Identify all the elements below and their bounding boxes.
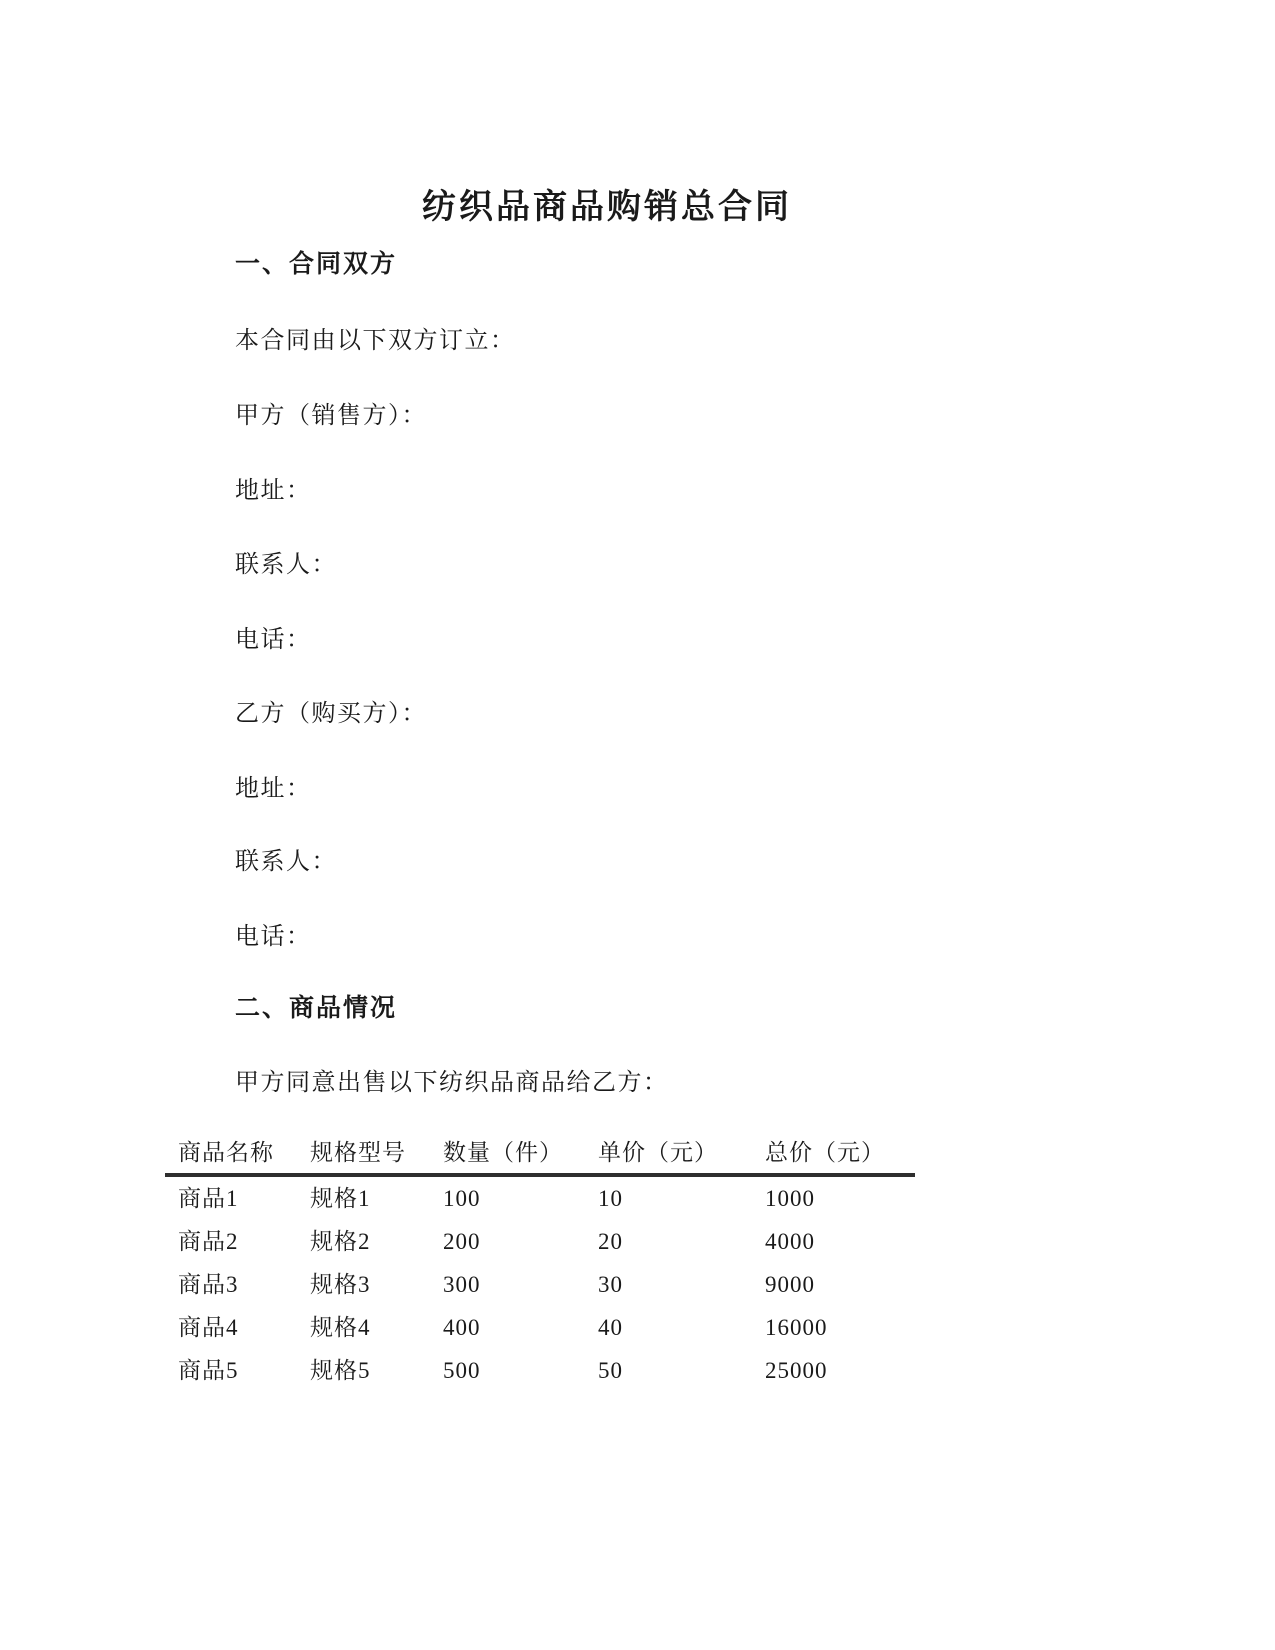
table-cell: 40 [598,1315,623,1340]
table-cell: 400 [443,1315,481,1340]
table-row [165,1306,915,1349]
table-cell: 4000 [765,1229,815,1254]
party-a-contact-label: 联系人： [235,552,337,578]
party-a-label: 甲方（销售方）： [235,403,427,429]
table-header-cell: 单价（元） [598,1140,718,1165]
goods-intro-paragraph: 甲方同意出售以下纺织品商品给乙方： [235,1070,669,1096]
table-cell: 1000 [765,1186,815,1211]
table-cell: 商品5 [178,1358,239,1383]
goods-table [165,1140,915,1392]
party-a-address-label: 地址： [235,478,312,504]
table-cell: 30 [598,1272,623,1297]
table-row [165,1220,915,1263]
table-header-cell: 数量（件） [443,1140,563,1165]
party-a-phone-label: 电话： [235,627,312,653]
table-cell: 10 [598,1186,623,1211]
table-cell: 商品2 [178,1229,239,1254]
table-cell: 规格1 [310,1186,371,1211]
table-row [165,1349,915,1392]
table-cell: 200 [443,1229,481,1254]
table-cell: 500 [443,1358,481,1383]
table-cell: 9000 [765,1272,815,1297]
table-cell: 规格3 [310,1272,371,1297]
table-header-cell: 商品名称 [178,1140,274,1165]
table-header-cell: 规格型号 [310,1140,406,1165]
party-b-label: 乙方（购买方）： [235,701,427,727]
table-cell: 规格2 [310,1229,371,1254]
table-cell: 20 [598,1229,623,1254]
table-cell: 100 [443,1186,481,1211]
party-b-address-label: 地址： [235,776,312,802]
parties-intro-paragraph: 本合同由以下双方订立： [235,328,516,354]
table-cell: 商品4 [178,1315,239,1340]
section-2-heading: 二、商品情况 [235,995,398,1022]
table-cell: 商品3 [178,1272,239,1297]
table-cell: 商品1 [178,1186,239,1211]
party-b-contact-label: 联系人： [235,849,337,875]
table-header-row [165,1140,915,1177]
table-cell: 规格4 [310,1315,371,1340]
table-header-cell: 总价（元） [765,1140,885,1165]
table-cell: 25000 [765,1358,828,1383]
table-cell: 300 [443,1272,481,1297]
table-row [165,1263,915,1306]
table-cell: 50 [598,1358,623,1383]
table-row [165,1177,915,1220]
page-title: 纺织品商品购销总合同 [422,189,792,226]
party-b-phone-label: 电话： [235,924,312,950]
section-1-heading: 一、合同双方 [235,251,398,278]
table-cell: 规格5 [310,1358,371,1383]
table-cell: 16000 [765,1315,828,1340]
